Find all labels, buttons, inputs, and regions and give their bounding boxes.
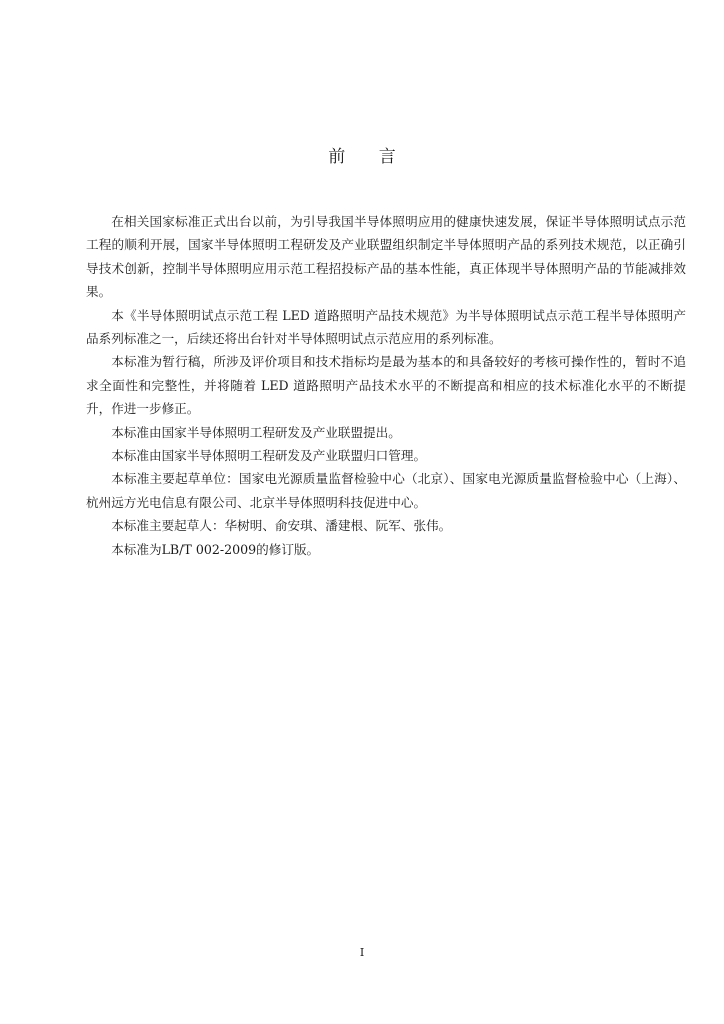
paragraph-intro: 在相关国家标准正式出台以前，为引导我国半导体照明应用的健康快速发展，保证半导体照明试点示范工程的顺利开展，国家半导体照明工程研发及产业联盟组织制定半导体照明产品的系列技术规范，以正确引导技术创新，控制半导体照明应用示范工程招投标产品的基本性能，真正体现半导体照明产品的节能减排效果。 (86, 214, 686, 300)
foreword-body (86, 210, 686, 561)
page-number: I (359, 946, 365, 959)
paragraph-scope: 本《半导体照明试点示范工程 LED 道路照明产品技术规范》为半导体照明试点示范工程半导体照明产品系列标准之一，后续还将出台针对半导体照明试点示范应用的系列标准。 (86, 307, 686, 347)
page-title: 前 言 (328, 147, 410, 167)
paragraph-revision: 本标准为LB/T 002-2009的修订版。 (111, 541, 320, 557)
paragraph-proposer: 本标准由国家半导体照明工程研发及产业联盟提出。 (111, 424, 401, 440)
paragraph-drafting-units: 本标准主要起草单位：国家电光源质量监督检验中心（北京）、国家电光源质量监督检验中心（上海）、杭州远方光电信息有限公司、北京半导体照明科技促进中心。 (86, 471, 686, 510)
paragraph-provisional: 本标准为暂行稿，所涉及评价项目和技术指标均是最为基本的和具备较好的考核可操作性的，暂时不追求全面性和完整性，并将随着 LED 道路照明产品技术水平的不断提高和相应的技术标准化水平的不断提升，作进一步修正。 (86, 354, 686, 417)
paragraph-administrator: 本标准由国家半导体照明工程研发及产业联盟归口管理。 (111, 448, 427, 464)
paragraph-drafters: 本标准主要起草人：华树明、俞安琪、潘建根、阮军、张伟。 (111, 518, 452, 534)
